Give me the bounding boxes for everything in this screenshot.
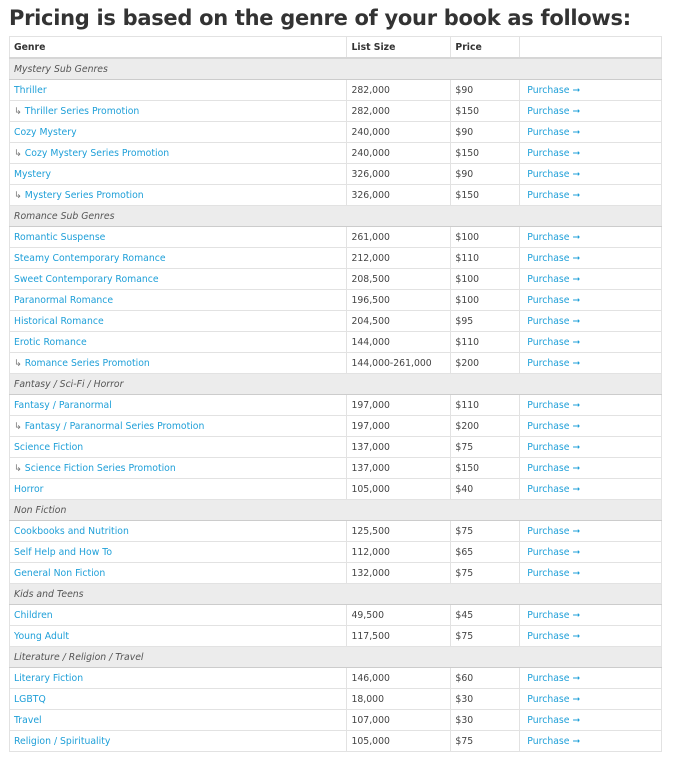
- action-cell: [520, 101, 662, 122]
- genre-cell: [10, 731, 347, 752]
- genre-cell: [10, 290, 347, 311]
- genre-cell: [10, 164, 347, 185]
- list-size-cell: 144,000: [347, 332, 451, 353]
- section-row: [10, 58, 662, 80]
- table-row: [10, 164, 662, 185]
- action-cell: [520, 185, 662, 206]
- genre-cell: [10, 248, 347, 269]
- sub-item-arrow-icon: ↳: [14, 105, 22, 117]
- list-size-cell: 146,000: [347, 668, 451, 689]
- genre-cell: [10, 437, 347, 458]
- action-cell: [520, 395, 662, 416]
- genre-cell: [10, 101, 347, 122]
- price-cell: $65: [451, 542, 520, 563]
- price-cell: $90: [451, 80, 520, 101]
- section-title: Mystery Sub Genres: [10, 58, 662, 80]
- price-cell: $90: [451, 164, 520, 185]
- list-size-cell: 196,500: [347, 290, 451, 311]
- section-title: Romance Sub Genres: [10, 206, 662, 227]
- table-row: [10, 353, 662, 374]
- list-size-cell: 117,500: [347, 626, 451, 647]
- price-cell: $150: [451, 101, 520, 122]
- action-cell: [520, 542, 662, 563]
- section-title: Kids and Teens: [10, 584, 662, 605]
- section-title: Fantasy / Sci-Fi / Horror: [10, 374, 662, 395]
- list-size-cell: 137,000: [347, 458, 451, 479]
- table-row: [10, 542, 662, 563]
- section-row: [10, 374, 662, 395]
- list-size-cell: 125,500: [347, 521, 451, 542]
- price-cell: $100: [451, 269, 520, 290]
- genre-link[interactable]: Historical Romance: [14, 315, 104, 327]
- price-cell: $75: [451, 437, 520, 458]
- genre-link[interactable]: Thriller Series Promotion: [24, 105, 140, 117]
- action-cell: [520, 227, 662, 248]
- action-cell: [520, 416, 662, 437]
- genre-link[interactable]: Romance Series Promotion: [24, 357, 150, 369]
- action-cell: [520, 521, 662, 542]
- action-cell: [520, 164, 662, 185]
- price-cell: $40: [451, 479, 520, 500]
- purchase-link[interactable]: Purchase ➞: [527, 105, 581, 117]
- page-title: Pricing is based on the genre of your book as follows:: [9, 6, 631, 30]
- table-row: [10, 227, 662, 248]
- list-size-cell: 261,000: [347, 227, 451, 248]
- table-row: [10, 416, 662, 437]
- table-row: [10, 395, 662, 416]
- purchase-link[interactable]: Purchase ➞: [527, 357, 581, 369]
- genre-cell: [10, 689, 347, 710]
- genre-link[interactable]: Self Help and How To: [14, 546, 113, 558]
- genre-cell: [10, 479, 347, 500]
- action-cell: [520, 290, 662, 311]
- purchase-link[interactable]: Purchase ➞: [527, 714, 581, 726]
- list-size-cell: 282,000: [347, 80, 451, 101]
- genre-cell: [10, 542, 347, 563]
- action-cell: [520, 626, 662, 647]
- purchase-link[interactable]: Purchase ➞: [527, 441, 581, 453]
- sub-item-arrow-icon: ↳: [14, 357, 22, 369]
- section-title: Literature / Religion / Travel: [10, 647, 662, 668]
- genre-link[interactable]: Erotic Romance: [14, 336, 87, 348]
- table-row: [10, 122, 662, 143]
- purchase-link[interactable]: Purchase ➞: [527, 336, 581, 348]
- action-cell: [520, 689, 662, 710]
- purchase-link[interactable]: Purchase ➞: [527, 567, 581, 579]
- section-row: [10, 647, 662, 668]
- list-size-cell: 144,000-261,000: [347, 353, 451, 374]
- price-cell: $150: [451, 458, 520, 479]
- genre-link[interactable]: General Non Fiction: [14, 567, 106, 579]
- genre-link[interactable]: Science Fiction: [14, 441, 84, 453]
- purchase-link[interactable]: Purchase ➞: [527, 126, 581, 138]
- genre-cell: [10, 710, 347, 731]
- action-cell: [520, 80, 662, 101]
- list-size-cell: 212,000: [347, 248, 451, 269]
- price-cell: $75: [451, 626, 520, 647]
- genre-cell: [10, 269, 347, 290]
- header-action: [520, 37, 662, 59]
- list-size-cell: 132,000: [347, 563, 451, 584]
- purchase-link[interactable]: Purchase ➞: [527, 525, 581, 537]
- price-cell: $30: [451, 689, 520, 710]
- genre-link[interactable]: Fantasy / Paranormal: [14, 399, 112, 411]
- action-cell: [520, 458, 662, 479]
- action-cell: [520, 143, 662, 164]
- table-row: [10, 269, 662, 290]
- action-cell: [520, 731, 662, 752]
- price-cell: $75: [451, 521, 520, 542]
- purchase-link[interactable]: Purchase ➞: [527, 609, 581, 621]
- action-cell: [520, 353, 662, 374]
- genre-cell: [10, 122, 347, 143]
- genre-cell: [10, 311, 347, 332]
- table-row: [10, 248, 662, 269]
- list-size-cell: 49,500: [347, 605, 451, 626]
- section-row: [10, 500, 662, 521]
- purchase-link[interactable]: Purchase ➞: [527, 189, 581, 201]
- price-cell: $90: [451, 122, 520, 143]
- purchase-link[interactable]: Purchase ➞: [527, 672, 581, 684]
- list-size-cell: 137,000: [347, 437, 451, 458]
- price-cell: $200: [451, 416, 520, 437]
- sub-item-arrow-icon: ↳: [14, 189, 22, 201]
- list-size-cell: 326,000: [347, 164, 451, 185]
- list-size-cell: 197,000: [347, 416, 451, 437]
- action-cell: [520, 332, 662, 353]
- list-size-cell: 105,000: [347, 731, 451, 752]
- price-cell: $100: [451, 227, 520, 248]
- action-cell: [520, 269, 662, 290]
- price-cell: $110: [451, 332, 520, 353]
- list-size-cell: 112,000: [347, 542, 451, 563]
- purchase-link[interactable]: Purchase ➞: [527, 735, 581, 747]
- header-genre: Genre: [10, 37, 347, 59]
- table-row: [10, 668, 662, 689]
- genre-cell: [10, 563, 347, 584]
- genre-cell: [10, 332, 347, 353]
- price-cell: $100: [451, 290, 520, 311]
- purchase-link[interactable]: Purchase ➞: [527, 84, 581, 96]
- price-cell: $60: [451, 668, 520, 689]
- genre-link[interactable]: Cookbooks and Nutrition: [14, 525, 129, 537]
- genre-link[interactable]: Religion / Spirituality: [14, 735, 111, 747]
- action-cell: [520, 605, 662, 626]
- genre-cell: [10, 605, 347, 626]
- genre-link[interactable]: Mystery Series Promotion: [24, 189, 144, 201]
- genre-cell: [10, 458, 347, 479]
- table-row: [10, 710, 662, 731]
- sub-item-arrow-icon: ↳: [14, 147, 22, 159]
- price-cell: $75: [451, 563, 520, 584]
- action-cell: [520, 437, 662, 458]
- list-size-cell: 282,000: [347, 101, 451, 122]
- section-row: [10, 584, 662, 605]
- purchase-link[interactable]: Purchase ➞: [527, 462, 581, 474]
- genre-link[interactable]: LGBTQ: [14, 693, 46, 705]
- table-row: [10, 731, 662, 752]
- list-size-cell: 18,000: [347, 689, 451, 710]
- table-row: [10, 479, 662, 500]
- action-cell: [520, 563, 662, 584]
- price-cell: $110: [451, 248, 520, 269]
- list-size-cell: 204,500: [347, 311, 451, 332]
- purchase-link[interactable]: Purchase ➞: [527, 147, 581, 159]
- genre-link[interactable]: Steamy Contemporary Romance: [14, 252, 166, 264]
- table-row: [10, 689, 662, 710]
- list-size-cell: 197,000: [347, 395, 451, 416]
- genre-link[interactable]: Thriller: [14, 84, 47, 96]
- pricing-table: [9, 36, 662, 752]
- genre-link[interactable]: Travel: [14, 714, 42, 726]
- action-cell: [520, 668, 662, 689]
- genre-link[interactable]: Literary Fiction: [14, 672, 84, 684]
- price-cell: $200: [451, 353, 520, 374]
- table-row: [10, 332, 662, 353]
- genre-link[interactable]: Cozy Mystery Series Promotion: [24, 147, 170, 159]
- table-row: [10, 605, 662, 626]
- genre-cell: [10, 185, 347, 206]
- genre-cell: [10, 143, 347, 164]
- purchase-link[interactable]: Purchase ➞: [527, 315, 581, 327]
- purchase-link[interactable]: Purchase ➞: [527, 546, 581, 558]
- table-row: [10, 521, 662, 542]
- list-size-cell: 105,000: [347, 479, 451, 500]
- genre-link[interactable]: Romantic Suspense: [14, 231, 106, 243]
- table-row: [10, 290, 662, 311]
- list-size-cell: 240,000: [347, 122, 451, 143]
- genre-link[interactable]: Young Adult: [14, 630, 69, 642]
- table-header: [10, 37, 662, 59]
- table-row: [10, 563, 662, 584]
- price-cell: $30: [451, 710, 520, 731]
- purchase-link[interactable]: Purchase ➞: [527, 252, 581, 264]
- genre-link[interactable]: Fantasy / Paranormal Series Promotion: [24, 420, 205, 432]
- list-size-cell: 208,500: [347, 269, 451, 290]
- genre-link[interactable]: Mystery: [14, 168, 52, 180]
- table-row: [10, 185, 662, 206]
- action-cell: [520, 479, 662, 500]
- price-cell: $75: [451, 731, 520, 752]
- purchase-link[interactable]: Purchase ➞: [527, 273, 581, 285]
- action-cell: [520, 311, 662, 332]
- section-title: Non Fiction: [10, 500, 662, 521]
- sub-item-arrow-icon: ↳: [14, 420, 22, 432]
- sub-item-arrow-icon: ↳: [14, 462, 22, 474]
- action-cell: [520, 248, 662, 269]
- table-row: [10, 80, 662, 101]
- list-size-cell: 107,000: [347, 710, 451, 731]
- genre-link[interactable]: Sweet Contemporary Romance: [14, 273, 159, 285]
- purchase-link[interactable]: Purchase ➞: [527, 294, 581, 306]
- purchase-link[interactable]: Purchase ➞: [527, 483, 581, 495]
- genre-link[interactable]: Horror: [14, 483, 44, 495]
- list-size-cell: 240,000: [347, 143, 451, 164]
- list-size-cell: 326,000: [347, 185, 451, 206]
- genre-cell: [10, 416, 347, 437]
- purchase-link[interactable]: Purchase ➞: [527, 399, 581, 411]
- table-row: [10, 101, 662, 122]
- genre-cell: [10, 521, 347, 542]
- purchase-link[interactable]: Purchase ➞: [527, 168, 581, 180]
- purchase-link[interactable]: Purchase ➞: [527, 420, 581, 432]
- table-row: [10, 626, 662, 647]
- genre-cell: [10, 395, 347, 416]
- price-cell: $110: [451, 395, 520, 416]
- table-row: [10, 458, 662, 479]
- genre-link[interactable]: Paranormal Romance: [14, 294, 114, 306]
- genre-cell: [10, 353, 347, 374]
- purchase-link[interactable]: Purchase ➞: [527, 630, 581, 642]
- genre-cell: [10, 80, 347, 101]
- table-row: [10, 437, 662, 458]
- header-list-size: List Size: [347, 37, 451, 59]
- table-row: [10, 143, 662, 164]
- purchase-link[interactable]: Purchase ➞: [527, 693, 581, 705]
- action-cell: [520, 122, 662, 143]
- section-row: [10, 206, 662, 227]
- action-cell: [520, 710, 662, 731]
- price-cell: $150: [451, 185, 520, 206]
- genre-link[interactable]: Cozy Mystery: [14, 126, 77, 138]
- table-row: [10, 311, 662, 332]
- genre-cell: [10, 626, 347, 647]
- header-price: Price: [451, 37, 520, 59]
- genre-cell: [10, 227, 347, 248]
- genre-link[interactable]: Science Fiction Series Promotion: [24, 462, 176, 474]
- price-cell: $150: [451, 143, 520, 164]
- purchase-link[interactable]: Purchase ➞: [527, 231, 581, 243]
- genre-link[interactable]: Children: [14, 609, 53, 621]
- price-cell: $45: [451, 605, 520, 626]
- genre-cell: [10, 668, 347, 689]
- price-cell: $95: [451, 311, 520, 332]
